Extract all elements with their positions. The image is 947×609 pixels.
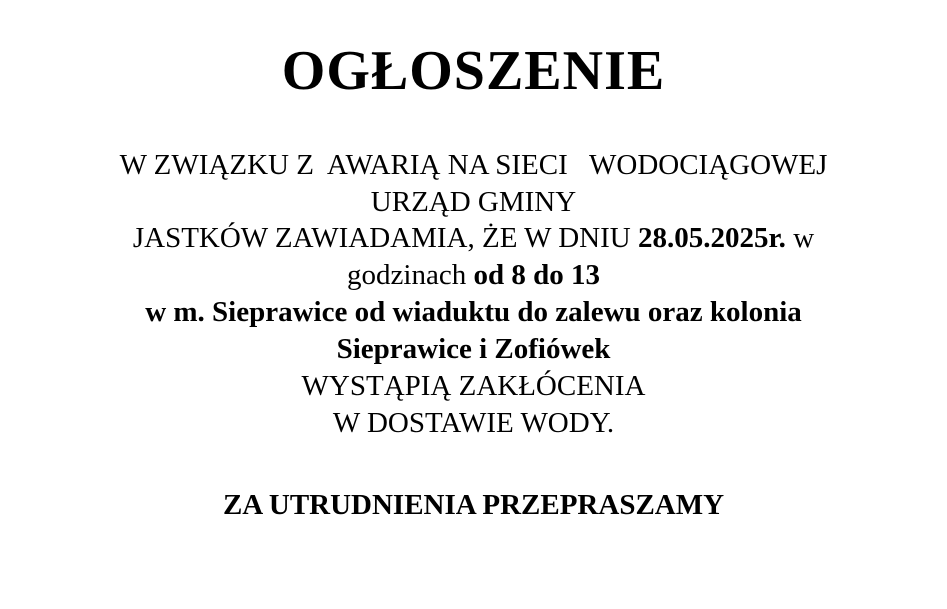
notice-line	[34, 487, 913, 524]
notice-line	[34, 331, 913, 368]
notice-text-emphasis: od 8 do 13	[473, 259, 600, 292]
notice-text: godzinach	[347, 259, 474, 292]
notice-line	[34, 184, 913, 221]
notice-line	[34, 220, 913, 257]
notice-text: URZĄD GMINY	[370, 185, 577, 218]
notice-text-emphasis: Sieprawice i Zofiówek	[336, 332, 611, 365]
page-title: OGŁOSZENIE	[281, 40, 666, 102]
notice-line	[34, 257, 913, 294]
notice-line	[34, 147, 913, 184]
notice-text: w	[785, 222, 815, 255]
notice-body	[0, 147, 947, 524]
notice-text: W DOSTAWIE WODY.	[332, 406, 615, 439]
notice-text: W ZWIĄZKU Z AWARIĄ NA SIECI WODOCIĄGOWEJ	[119, 148, 828, 181]
notice-line	[34, 368, 913, 405]
notice-text-emphasis: w m. Sieprawice od wiaduktu do zalewu oraz kolonia	[145, 296, 802, 329]
notice-text-emphasis: 28.05.2025r.	[637, 222, 786, 255]
notice-text: JASTKÓW ZAWIADAMIA, ŻE W DNIU	[132, 222, 638, 255]
notice-text: WYSTĄPIĄ ZAKŁÓCENIA	[301, 369, 646, 402]
notice-line	[34, 294, 913, 331]
notice-line	[34, 405, 913, 442]
notice-text-emphasis: ZA UTRUDNIENIA PRZEPRASZAMY	[222, 489, 725, 522]
